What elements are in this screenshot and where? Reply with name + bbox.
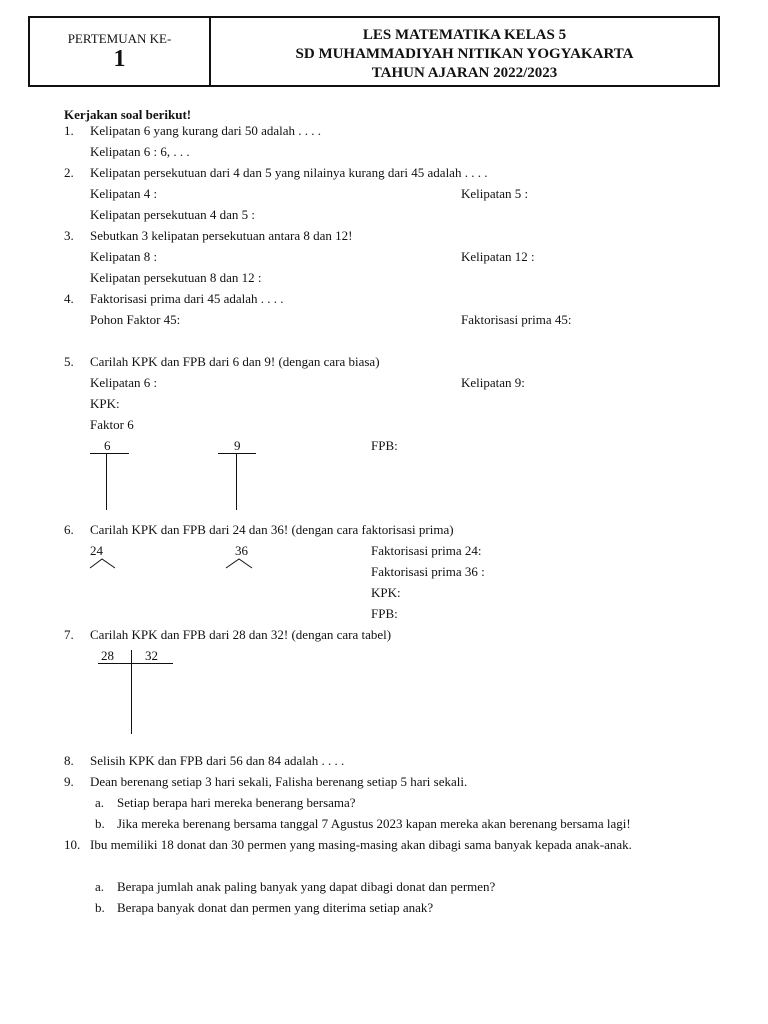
q6-number-24: 24 [90, 543, 103, 558]
q6-tree-branch-24 [86, 556, 126, 572]
title-cell [211, 26, 718, 83]
q10a-label: a. [95, 879, 105, 894]
title-line-2: SD MUHAMMADIYAH NITIKAN YOGYAKARTA [295, 46, 634, 62]
q9b-label: b. [95, 816, 105, 831]
q1-text: Kelipatan 6 yang kurang dari 50 adalah . . . . [90, 123, 322, 138]
q2-text: Kelipatan persekutuan dari 4 dan 5 yang nilainya kurang dari 45 adalah . . . . [90, 165, 488, 180]
q7-number: 7. [64, 627, 74, 642]
q10a-text: Berapa jumlah anak paling banyak yang dapat dibagi donat dan permen? [117, 879, 496, 894]
q6-fpb: FPB: [371, 606, 398, 621]
q4-left: Pohon Faktor 45: [90, 312, 181, 327]
q7-number-28: 28 [101, 648, 114, 663]
q5-line-v-2 [236, 454, 237, 510]
q9a-label: a. [95, 795, 105, 810]
q3-text: Sebutkan 3 kelipatan persekutuan antara 8 dan 12! [90, 228, 353, 243]
q4-text: Faktorisasi prima dari 45 adalah . . . . [90, 291, 284, 306]
q6-tree-branch-36 [222, 556, 262, 572]
q9b-text: Jika mereka berenang bersama tanggal 7 Agustus 2023 kapan mereka akan berenang bersama lagi! [117, 816, 631, 831]
instruction: Kerjakan soal berikut! [64, 107, 192, 122]
q5-right: Kelipatan 9: [461, 375, 525, 390]
q9a-text: Setiap berapa hari mereka benerang bersama? [117, 795, 356, 810]
q5-left: Kelipatan 6 : [90, 375, 158, 390]
q10-number: 10. [64, 837, 81, 852]
meeting-number: 1 [113, 46, 126, 72]
title-line-3: TAHUN AJARAN 2022/2023 [371, 65, 558, 81]
q10b-label: b. [95, 900, 105, 915]
q3-line2: Kelipatan persekutuan 8 dan 12 : [90, 270, 262, 285]
q7-table-line-v [131, 650, 132, 734]
q5-faktor: Faktor 6 [90, 417, 134, 432]
q2-left: Kelipatan 4 : [90, 186, 158, 201]
q8-text: Selisih KPK dan FPB dari 56 dan 84 adalah . . . . [90, 753, 345, 768]
q5-number: 5. [64, 354, 74, 369]
q1-number: 1. [64, 123, 74, 138]
q5-number-6: 6 [104, 438, 111, 453]
q8-number: 8. [64, 753, 74, 768]
q6-f24: Faktorisasi prima 24: [371, 543, 482, 558]
q5-fpb: FPB: [371, 438, 398, 453]
header-box [28, 16, 720, 87]
q7-number-32: 32 [145, 648, 158, 663]
q6-text: Carilah KPK dan FPB dari 24 dan 36! (dengan cara faktorisasi prima) [90, 522, 454, 537]
q5-line-h-2 [218, 453, 256, 454]
q7-text: Carilah KPK dan FPB dari 28 dan 32! (dengan cara tabel) [90, 627, 392, 642]
q10b-text: Berapa banyak donat dan permen yang diterima setiap anak? [117, 900, 434, 915]
q2-right: Kelipatan 5 : [461, 186, 529, 201]
q5-text: Carilah KPK dan FPB dari 6 dan 9! (dengan cara biasa) [90, 354, 380, 369]
q2-line2: Kelipatan persekutuan 4 dan 5 : [90, 207, 255, 222]
q7-table-line-h [98, 663, 173, 664]
q5-number-9: 9 [234, 438, 241, 453]
q4-number: 4. [64, 291, 74, 306]
q6-number-36: 36 [235, 543, 248, 558]
q5-line-v-1 [106, 454, 107, 510]
q5-line-h-1 [90, 453, 129, 454]
q3-left: Kelipatan 8 : [90, 249, 158, 264]
q6-kpk: KPK: [371, 585, 401, 600]
q5-kpk: KPK: [90, 396, 120, 411]
q4-right: Faktorisasi prima 45: [461, 312, 572, 327]
q1-answer-line: Kelipatan 6 : 6, . . . [90, 144, 190, 159]
q9-text: Dean berenang setiap 3 hari sekali, Falisha berenang setiap 5 hari sekali. [90, 774, 468, 789]
meeting-cell [30, 18, 211, 85]
q3-number: 3. [64, 228, 74, 243]
meeting-label: PERTEMUAN KE- [67, 31, 172, 46]
q9-number: 9. [64, 774, 74, 789]
q3-right: Kelipatan 12 : [461, 249, 535, 264]
q2-number: 2. [64, 165, 74, 180]
q6-f36: Faktorisasi prima 36 : [371, 564, 485, 579]
q6-number: 6. [64, 522, 74, 537]
title-line-1: LES MATEMATIKA KELAS 5 [362, 27, 567, 43]
q10-text: Ibu memiliki 18 donat dan 30 permen yang masing-masing akan dibagi sama banyak kepada anak-anak. [90, 837, 632, 852]
